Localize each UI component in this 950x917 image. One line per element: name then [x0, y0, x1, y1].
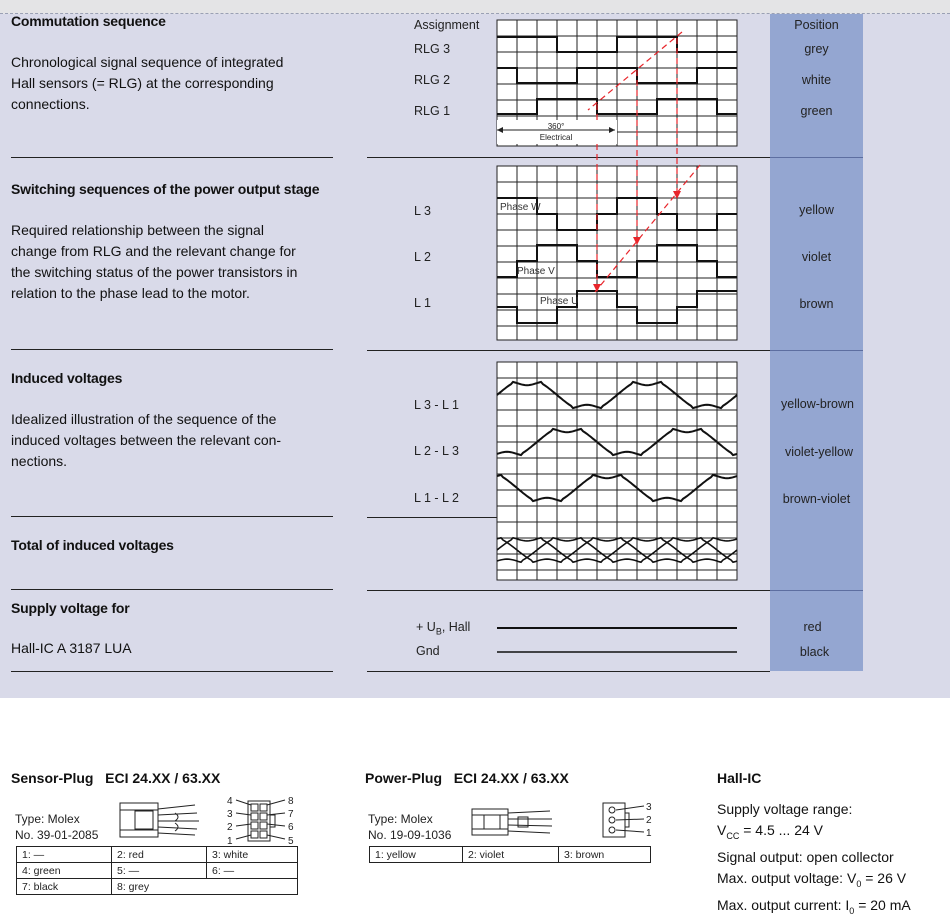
phase-u-label: Phase U [540, 296, 579, 307]
commutation-title: Commutation sequence [11, 13, 166, 29]
electrical-bottom-label: Electrical [539, 133, 573, 142]
l1-label: L 1 [414, 296, 431, 310]
phase-w-label: Phase W [500, 202, 541, 213]
table-cell: 6: — [207, 863, 298, 879]
sensor-pin-7: 7 [288, 809, 294, 820]
switching-title: Switching sequences of the power output stage [11, 181, 320, 197]
table-cell: 2: violet [463, 847, 559, 863]
hall-max-voltage: Max. output voltage: $V_0 = 26$ V [717, 869, 907, 889]
phase-v-label: Phase V [517, 266, 555, 277]
l1-l2-label: L 1 - L 2 [414, 491, 459, 505]
power-plug-type: Type: Molex [368, 812, 433, 826]
ub-hall-label: + $U_B$, Hall [416, 620, 471, 637]
position-violet: violet [801, 250, 832, 264]
table-cell: 5: — [112, 863, 207, 879]
sensor-plug-type: Type: Molex [15, 812, 80, 826]
rlg2-label: RLG 2 [414, 73, 451, 87]
position-white: white [801, 73, 832, 87]
hall-ic-title: Hall-IC [717, 770, 762, 786]
table-cell: 8: grey [112, 879, 298, 895]
position-red: red [803, 620, 822, 634]
total-title: Total of induced voltages [11, 537, 174, 553]
position-brown: brown [799, 297, 834, 311]
power-pin-1: 1 [646, 828, 652, 839]
position-header: Position [794, 18, 839, 32]
gnd-label: Gnd [416, 644, 440, 658]
hall-vcc: $V_{CC} = 4.5$ ... 24 V [717, 822, 824, 841]
sensor-pin-2: 2 [227, 822, 233, 833]
power-pin-3: 3 [646, 802, 652, 813]
power-plug-title: Power-Plug ECI 24.XX / 63.XX [365, 770, 569, 786]
table-row [17, 847, 298, 863]
switching-grid [497, 166, 737, 340]
table-row [370, 847, 651, 863]
switching-text: Required relationship between the signal change from RLG and the relevant change for the switching status of the power transistors in relation to the phase lead to the motor. [11, 222, 298, 301]
assignment-header: Assignment [414, 18, 480, 32]
position-yellow: yellow [799, 203, 834, 217]
rlg3-label: RLG 3 [414, 42, 451, 56]
l3-label: L 3 [414, 204, 431, 218]
table-cell: 3: brown [559, 847, 651, 863]
sensor-pin-5: 5 [288, 836, 294, 847]
l3-l1-label: L 3 - L 1 [414, 398, 459, 412]
l2-label: L 2 [414, 250, 431, 264]
position-brown-violet: brown-violet [782, 492, 851, 506]
sensor-plug-title: Sensor-Plug ECI 24.XX / 63.XX [11, 770, 221, 786]
electrical-marker [497, 120, 617, 144]
position-grey: grey [804, 42, 829, 56]
commutation-text: Chronological signal sequence of integrated Hall sensors (= RLG) at the corresponding connections. [11, 54, 284, 112]
induced-title: Induced voltages [11, 370, 123, 386]
position-black: black [799, 645, 830, 659]
induced-text: Idealized illustration of the sequence of the induced voltages between the relevant con- nections. [11, 411, 282, 469]
sensor-pin-3: 3 [227, 809, 233, 820]
sensor-plug-drawing [115, 793, 305, 849]
position-green: green [800, 104, 833, 118]
table-cell: 1: — [17, 847, 112, 863]
l2-l3-label: L 2 - L 3 [414, 444, 459, 458]
table-cell: 3: white [207, 847, 298, 863]
hall-max-current: Max. output current: $I_0 = 20$ mA [717, 896, 911, 916]
power-plug-number: No. 19-09-1036 [368, 828, 452, 842]
hall-range-label: Supply voltage range: [717, 801, 853, 817]
table-row [17, 879, 298, 895]
power-pin-2: 2 [646, 815, 652, 826]
power-plug-drawing [460, 797, 660, 847]
table-row [17, 863, 298, 879]
sensor-pin-8: 8 [288, 796, 294, 807]
supply-title: Supply voltage for [11, 600, 130, 616]
table-cell: 7: black [17, 879, 112, 895]
sensor-pin-table [16, 846, 298, 895]
sensor-plug-number: No. 39-01-2085 [15, 828, 99, 842]
sensor-pin-4: 4 [227, 796, 233, 807]
rlg1-label: RLG 1 [414, 104, 451, 118]
power-pin-table [369, 846, 651, 863]
table-cell: 1: yellow [370, 847, 463, 863]
hall-signal-output: Signal output: open collector [717, 848, 894, 865]
table-cell: 2: red [112, 847, 207, 863]
sensor-pin-6: 6 [288, 822, 294, 833]
sensor-pin-1: 1 [227, 836, 233, 847]
hall-ic-specs [717, 799, 947, 917]
electrical-top-label: 360° [547, 122, 565, 131]
supply-subtitle: Hall-IC A 3187 LUA [11, 640, 132, 656]
table-cell: 4: green [17, 863, 112, 879]
position-yellow-brown: yellow-brown [781, 397, 854, 411]
position-violet-yellow: violet-yellow [784, 445, 854, 459]
